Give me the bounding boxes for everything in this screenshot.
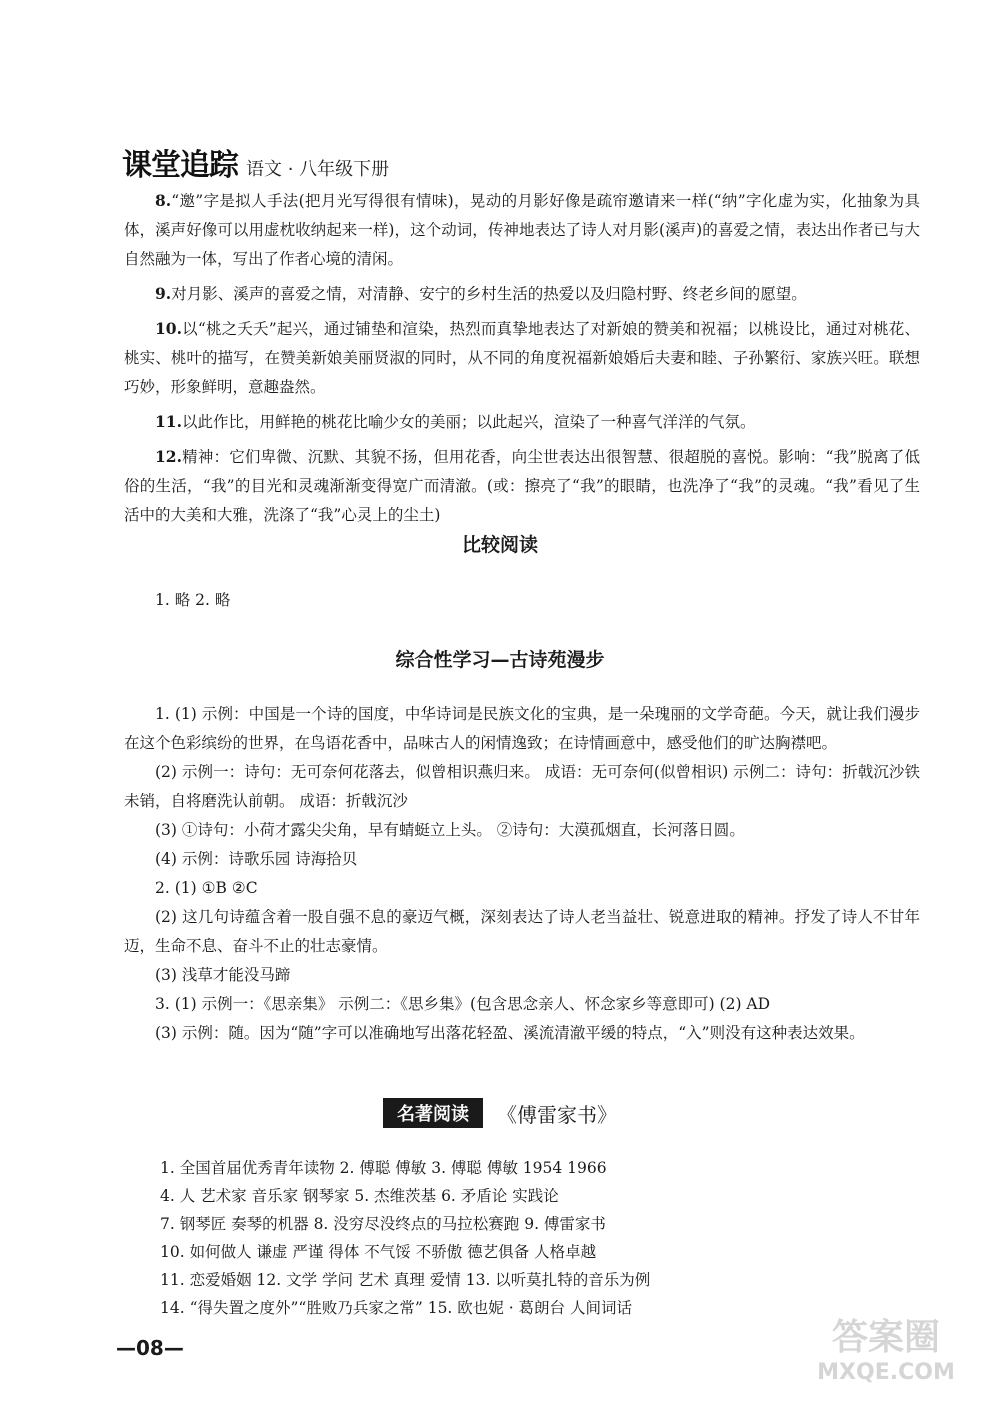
answer-9: 9.对月影、溪声的喜爱之情，对清静、安宁的乡村生活的热爱以及归隐村野、终老乡间的愿望。 xyxy=(155,284,807,303)
subject-label: 语文 · 八年级下册 xyxy=(246,159,390,180)
answer-12: 12.精神：它们卑微、沉默、其貌不扬，但用花香，向尘世表达出很智慧、很超脱的喜悦。影响：“我”脱离了低俗的生活，“我”的目光和灵魂渐渐变得宽广而清澈。(或：擦亮了“我”的眼睛，也洗净了“我”的灵魂。“我”看见了生活中的大美和大雅，洗涤了“我”心灵上的尘土) xyxy=(124,447,920,524)
poetry-line: 1. (1) 示例：中国是一个诗的国度，中华诗词是民族文化的宝典，是一朵瑰丽的文学奇葩。今天，就让我们漫步在这个色彩缤纷的世界，在鸟语花香中，品味古人的闲情逸致；在诗情画意中，感受他们的旷达胸襟吧。 xyxy=(124,705,920,752)
answer-10: 10.以“桃之夭夭”起兴，通过铺垫和渲染，热烈而真挚地表达了对新娘的赞美和祝福；以桃设比，通过对桃花、桃实、桃叶的描写，在赞美新娘美丽贤淑的同时，从不同的角度祝福新娘婚后夫妻和睦、子孙繁衍、家族兴旺。联想巧妙，形象鲜明，意趣盎然。 xyxy=(124,319,920,396)
book-title: 《傅雷家书》 xyxy=(497,1102,617,1127)
section-title-comparison: 比较阅读 xyxy=(461,534,538,556)
watermark-logo xyxy=(786,1307,986,1387)
poetry-line: 2. (1) ①B ②C xyxy=(155,879,258,897)
page-number: —08— xyxy=(116,1336,184,1360)
brand-title: 课堂追踪 xyxy=(122,148,238,183)
poetry-answers xyxy=(124,700,920,1048)
poetry-line: (3) ①诗句：小荷才露尖尖角，早有蜻蜓立上头。 ②诗句：大漠孤烟直，长河落日圆。 xyxy=(155,821,745,839)
classics-row: 14. “得失置之度外”“胜败乃兵家之常” 15. 欧也妮 · 葛朗台 人间词话 xyxy=(160,1299,632,1317)
section-title-poetry: 综合性学习—古诗苑漫步 xyxy=(395,649,605,671)
watermark-top-text: 答案圈 xyxy=(831,1317,941,1358)
answer-11: 11.以此作比，用鲜艳的桃花比喻少女的美丽；以此起兴，渲染了一种喜气洋洋的气氛。 xyxy=(155,412,756,431)
classics-label: 名著阅读 xyxy=(383,1098,483,1128)
classics-answers xyxy=(160,1154,920,1322)
poetry-line: (4) 示例：诗歌乐园 诗海拾贝 xyxy=(155,850,358,868)
classics-row: 4. 人 艺术家 音乐家 钢琴家 5. 杰维茨基 6. 矛盾论 实践论 xyxy=(160,1187,559,1205)
classics-row: 10. 如何做人 谦虚 严谨 得体 不气馁 不骄傲 德艺俱备 人格卓越 xyxy=(160,1243,597,1261)
poetry-line: (3) 浅草才能没马蹄 xyxy=(155,966,291,984)
poetry-line: (2) 示例一：诗句：无可奈何花落去，似曾相识燕归来。 成语：无可奈何(似曾相识) 示例二：诗句：折戟沉沙铁未销，自将磨洗认前朝。 成语：折戟沉沙 xyxy=(124,763,920,810)
classics-row: 11. 恋爱婚姻 12. 文学 学问 艺术 真理 爱情 13. 以听莫扎特的音乐为例 xyxy=(160,1271,651,1289)
poetry-line: (2) 这几句诗蕴含着一股自强不息的豪迈气概，深刻表达了诗人老当益壮、锐意进取的精神。抒发了诗人不甘年迈，生命不息、奋斗不止的壮志豪情。 xyxy=(124,908,920,955)
classics-heading xyxy=(0,1098,1000,1128)
poetry-line: 3. (1) 示例一：《思亲集》 示例二：《思乡集》(包含思念亲人、怀念家乡等意即可) (2) AD xyxy=(155,995,771,1013)
page-header xyxy=(122,140,389,184)
answer-8: 8.“邀”字是拟人手法(把月光写得很有情味)，晃动的月影好像是疏帘邀请来一样(“纳”字化虚为实，化抽象为具体，溪声好像可以用虚枕收纳起来一样)，这个动词，传神地表达了诗人对月影(溪声)的喜爱之情，表达出作者已与大自然融为一体，写出了作者心境的清闲。 xyxy=(124,191,920,268)
classics-row: 1. 全国首届优秀青年读物 2. 傅聪 傅敏 3. 傅聪 傅敏 1954 1966 xyxy=(160,1159,607,1177)
classics-row: 7. 钢琴匠 奏琴的机器 8. 没穷尽没终点的马拉松赛跑 9. 傅雷家书 xyxy=(160,1215,606,1233)
answers-top xyxy=(124,186,920,530)
poetry-line: (3) 示例：随。因为“随”字可以准确地写出落花轻盈、溪流清澈平缓的特点，“入”则没有这种表达效果。 xyxy=(155,1024,865,1042)
comparison-answers xyxy=(124,586,920,615)
comparison-line: 1. 略 2. 略 xyxy=(155,591,231,609)
watermark-bottom-text: MXQE.COM xyxy=(817,1360,955,1385)
